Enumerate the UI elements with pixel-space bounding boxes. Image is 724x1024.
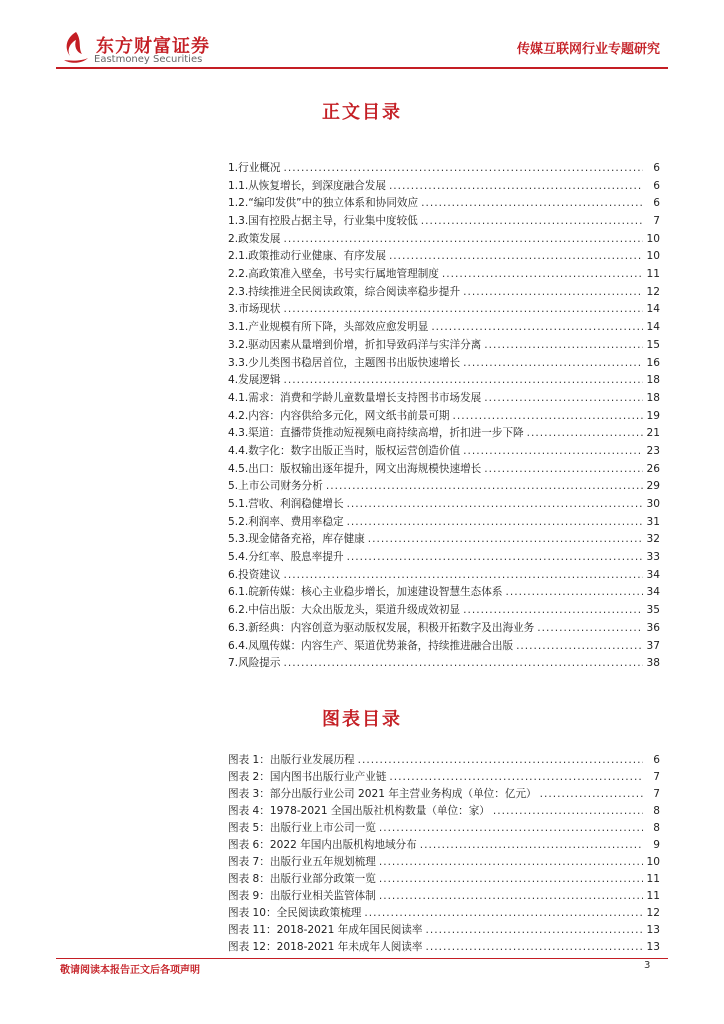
toc-entry-page: 23 [646,444,660,457]
figure-entry-page: 9 [653,839,660,851]
dot-leader [426,939,644,956]
dot-leader [505,585,643,603]
toc-title: 正文目录 [322,102,402,123]
figure-entry-label: 图表 8：出版行业部分政策一览 [228,873,376,885]
toc-entry-label: 2.1.政策推动行业健康、有序发展 [228,250,386,263]
toc-entry-label: 6.投资建议 [228,568,281,581]
toc-entry[interactable] [228,585,660,603]
toc-entry-label: 1.行业概况 [228,161,281,174]
toc-entry-label: 1.3.国有控股占据主导，行业集中度较低 [228,215,418,228]
figure-entry-page: 11 [646,890,660,902]
dot-leader [283,567,643,585]
toc-entry[interactable] [228,160,660,178]
toc-entry-label: 4.发展逻辑 [228,374,281,387]
header-divider [56,67,668,69]
figure-entry-page: 13 [646,941,660,953]
toc-entry-label: 5.1.营收、利润稳健增长 [228,498,344,511]
toc-entry-label: 7.风险提示 [228,657,281,670]
figure-entry-label: 图表 4：1978-2021 全国出版社机构数量（单位：家） [228,805,490,817]
figure-entry-label: 图表 5：出版行业上市公司一览 [228,822,376,834]
toc-entry-page: 11 [646,268,660,281]
dot-leader [463,355,643,373]
toc-list [228,160,660,673]
toc-entry[interactable] [228,425,660,443]
dot-leader [347,514,643,532]
figure-entry[interactable] [228,837,660,854]
dot-leader [537,620,643,638]
toc-entry[interactable] [228,231,660,249]
dot-leader [283,655,643,673]
toc-entry[interactable] [228,178,660,196]
figure-entry-label: 图表 2：国内图书出版行业产业链 [228,771,387,783]
toc-entry-page: 14 [646,321,660,334]
toc-entry[interactable] [228,372,660,390]
dot-leader [389,769,643,786]
page-header [0,0,724,80]
toc-entry-page: 15 [646,338,660,351]
figures-list [228,752,660,956]
dot-leader [347,496,643,514]
toc-entry[interactable] [228,355,660,373]
toc-entry-page: 6 [653,179,660,192]
toc-entry[interactable] [228,620,660,638]
toc-entry[interactable] [228,195,660,213]
toc-entry[interactable] [228,443,660,461]
dot-leader [283,372,643,390]
figure-entry-page: 8 [653,805,660,817]
toc-entry-label: 1.2.“编印发供”中的独立体系和协同效应 [228,197,419,210]
toc-entry-page: 26 [646,462,660,475]
dot-leader [421,195,643,213]
toc-entry-page: 33 [646,551,660,564]
toc-entry-label: 5.上市公司财务分析 [228,480,323,493]
toc-entry-label: 6.3.新经典：内容创意为驱动版权发展，积极开拓数字及出海业务 [228,621,535,634]
toc-entry-label: 6.2.中信出版：大众出版龙头，渠道升级成效初显 [228,604,461,617]
toc-entry[interactable] [228,549,660,567]
dot-leader [368,531,643,549]
figure-entry-label: 图表 1：出版行业发展历程 [228,754,355,766]
toc-entry[interactable] [228,390,660,408]
toc-entry[interactable] [228,302,660,320]
figure-entry-label: 图表 12：2018-2021 年未成年人阅读率 [228,941,423,953]
dot-leader [426,922,644,939]
toc-entry-label: 3.2.驱动因素从量增到价增，折扣导致码洋与实洋分离 [228,338,482,351]
toc-entry-page: 30 [646,498,660,511]
toc-entry-label: 5.4.分红率、股息率提升 [228,551,344,564]
figure-entry-page: 6 [653,754,660,766]
toc-entry-label: 6.1.皖新传媒：核心主业稳步增长，加速建设智慧生态体系 [228,586,503,599]
logo-text-cn: 东方财富证券 [96,36,210,57]
figure-entry[interactable] [228,769,660,786]
dot-leader [283,302,643,320]
toc-entry-label: 4.4.数字化：数字出版正当时，版权运营创造价值 [228,444,461,457]
toc-entry-page: 6 [653,197,660,210]
toc-entry[interactable] [228,284,660,302]
figure-entry-page: 11 [646,873,660,885]
toc-entry[interactable] [228,638,660,656]
disclaimer-note: 敬请阅读本报告正文后各项声明 [60,965,200,976]
toc-entry-page: 10 [646,232,660,245]
toc-entry[interactable] [228,531,660,549]
dot-leader [484,337,643,355]
toc-entry[interactable] [228,266,660,284]
toc-entry-label: 2.3.持续推进全民阅读政策，综合阅读率稳步提升 [228,285,461,298]
dot-leader [463,443,643,461]
toc-entry[interactable] [228,408,660,426]
toc-entry[interactable] [228,461,660,479]
dot-leader [484,461,643,479]
dot-leader [379,871,643,888]
eastmoney-logo-icon [60,30,92,66]
toc-entry[interactable] [228,478,660,496]
toc-entry-page: 31 [646,515,660,528]
figure-entry[interactable] [228,803,660,820]
dot-leader [420,837,643,854]
dot-leader [358,752,643,769]
figure-entry[interactable] [228,939,660,956]
toc-entry[interactable] [228,248,660,266]
toc-entry-page: 38 [646,657,660,670]
page-number: 3 [644,960,651,971]
figure-entry-label: 图表 3：部分出版行业公司 2021 年主营业务构成（单位：亿元） [228,788,537,800]
toc-entry-page: 34 [646,568,660,581]
dot-leader [527,425,643,443]
toc-entry-page: 16 [646,356,660,369]
toc-entry-label: 2.政策发展 [228,232,281,245]
toc-entry-page: 37 [646,639,660,652]
toc-entry-page: 19 [646,409,660,422]
toc-entry-page: 34 [646,586,660,599]
toc-entry[interactable] [228,514,660,532]
toc-entry-label: 4.5.出口：版权输出逐年提升，网文出海规模快速增长 [228,462,482,475]
dot-leader [379,854,643,871]
figure-entry-page: 13 [646,924,660,936]
toc-entry-label: 3.3.少儿类图书稳居首位，主题图书出版快速增长 [228,356,461,369]
toc-entry-label: 5.2.利润率、费用率稳定 [228,515,344,528]
toc-entry-page: 6 [653,161,660,174]
figure-entry[interactable] [228,786,660,803]
figures-title: 图表目录 [322,709,402,730]
report-type: 传媒互联网行业专题研究 [516,42,660,57]
toc-entry[interactable] [228,602,660,620]
dot-leader [442,266,643,284]
figure-entry-label: 图表 7：出版行业五年规划梳理 [228,856,376,868]
dot-leader [364,905,643,922]
dot-leader [347,549,643,567]
figure-entry-page: 7 [653,788,660,800]
toc-entry[interactable] [228,496,660,514]
toc-entry-label: 3.市场现状 [228,303,281,316]
figure-entry-label: 图表 11：2018-2021 年成年国民阅读率 [228,924,423,936]
dot-leader [484,390,643,408]
figure-entry[interactable] [228,871,660,888]
toc-entry-label: 6.4.凤凰传媒：内容生产、渠道优势兼备，持续推进融合出版 [228,639,514,652]
dot-leader [516,638,643,656]
toc-entry-page: 14 [646,303,660,316]
toc-entry-page: 18 [646,391,660,404]
toc-entry[interactable] [228,655,660,673]
figure-entry-label: 图表 9：出版行业相关监管体制 [228,890,376,902]
toc-entry-label: 3.1.产业规模有所下降，头部效应愈发明显 [228,321,429,334]
figure-entry-page: 10 [646,856,660,868]
toc-entry-label: 5.3.现金储备充裕，库存健康 [228,533,365,546]
figure-entry-label: 图表 6：2022 年国内出版机构地域分布 [228,839,417,851]
toc-entry-page: 36 [646,621,660,634]
toc-entry-label: 4.3.渠道：直播带货推动短视频电商持续高增，折扣进一步下降 [228,427,524,440]
toc-entry-page: 10 [646,250,660,263]
figure-entry[interactable] [228,854,660,871]
figure-entry[interactable] [228,752,660,769]
dot-leader [379,820,643,837]
dot-leader [326,478,643,496]
dot-leader [389,178,643,196]
figure-entry-page: 12 [646,907,660,919]
figure-entry-page: 7 [653,771,660,783]
toc-entry-label: 4.1.需求：消费和学龄儿童数量增长支持图书市场发展 [228,391,482,404]
toc-entry[interactable] [228,319,660,337]
toc-entry-page: 12 [646,285,660,298]
figure-entry-label: 图表 10：全民阅读政策梳理 [228,907,362,919]
dot-leader [283,231,643,249]
toc-entry-label: 2.2.高政策准入壁垒，书号实行属地管理制度 [228,268,439,281]
toc-entry-page: 35 [646,604,660,617]
toc-entry[interactable] [228,567,660,585]
figure-entry[interactable] [228,922,660,939]
toc-entry[interactable] [228,213,660,231]
dot-leader [431,319,643,337]
toc-entry-label: 4.2.内容：内容供给多元化，网文纸书前景可期 [228,409,450,422]
dot-leader [421,213,643,231]
dot-leader [463,602,643,620]
toc-entry-page: 29 [646,480,660,493]
toc-entry-page: 21 [646,427,660,440]
dot-leader [493,803,643,820]
toc-entry-label: 1.1.从恢复增长，到深度融合发展 [228,179,386,192]
dot-leader [540,786,643,803]
dot-leader [283,160,643,178]
dot-leader [379,888,643,905]
logo-text-en: Eastmoney Securities [94,54,203,65]
toc-entry-page: 18 [646,374,660,387]
toc-entry-page: 32 [646,533,660,546]
figure-entry-page: 8 [653,822,660,834]
dot-leader [453,408,644,426]
dot-leader [389,248,643,266]
figure-entry[interactable] [228,888,660,905]
dot-leader [463,284,643,302]
toc-entry[interactable] [228,337,660,355]
toc-entry-page: 7 [653,215,660,228]
footer-divider [56,958,668,959]
figure-entry[interactable] [228,905,660,922]
figure-entry[interactable] [228,820,660,837]
